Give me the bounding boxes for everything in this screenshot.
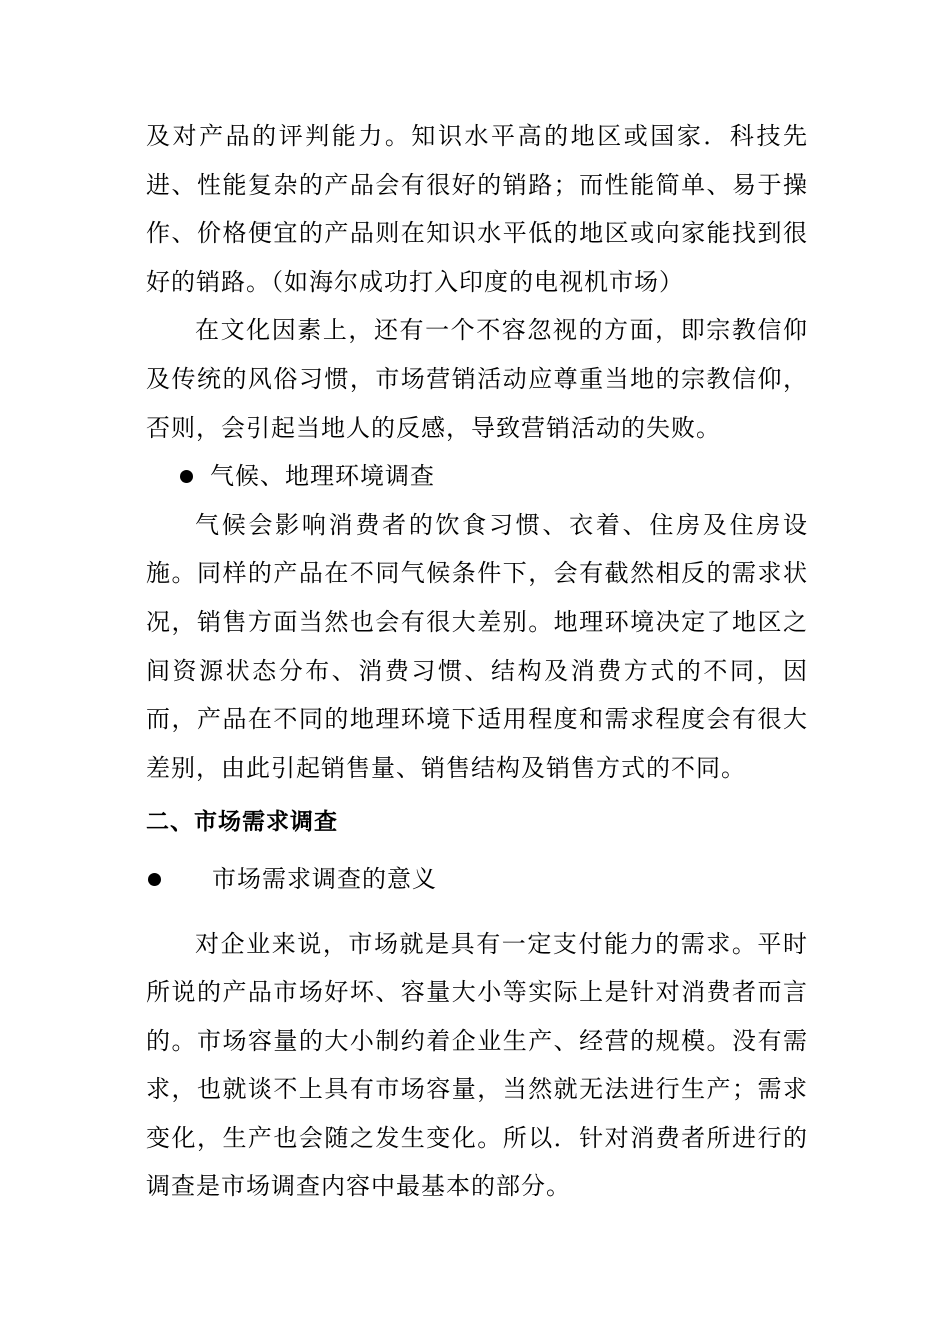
bullet-item-demand-significance <box>146 855 808 904</box>
bullet-dot-icon <box>148 873 161 886</box>
bullet-dot-icon <box>180 470 193 483</box>
bullet-item-climate-geography <box>146 452 808 501</box>
bullet-label: 气候、地理环境调查 <box>210 462 435 491</box>
section-heading-market-demand: 二、市场需求调查 <box>146 809 338 836</box>
document-page <box>146 112 808 1211</box>
paragraph-knowledge-level: 及对产品的评判能力。知识水平高的地区或国家．科技先进、性能复杂的产品会有很好的销路；而性能简单、易于操作、价格便宜的产品则在知识水平低的地区或向家能找到很好的销路。（如海尔成功打入印度的电视机市场） <box>146 122 808 296</box>
bullet-label: 市场需求调查的意义 <box>212 864 437 893</box>
paragraph-religion-customs: 在文化因素上，还有一个不容忽视的方面，即宗教信仰及传统的风俗习惯，市场营销活动应尊重当地的宗教信仰，否则，会引起当地人的反感，导致营销活动的失败。 <box>146 316 808 442</box>
paragraph-climate: 气候会影响消费者的饮食习惯、衣着、住房及住房设施。同样的产品在不同气候条件下，会有截然相反的需求状况，销售方面当然也会有很大差别。地理环境决定了地区之间资源状态分布、消费习惯、结构及消费方式的不同，因而，产品在不同的地理环境下适用程度和需求程度会有很大差别，由此引起销售量、销售结构及销售方式的不同。 <box>146 510 808 782</box>
paragraph-market-demand: 对企业来说，市场就是具有一定支付能力的需求。平时所说的产品市场好坏、容量大小等实际上是针对消费者而言的。市场容量的大小制约着企业生产、经营的规模。没有需求，也就谈不上具有市场容量，当然就无法进行生产；需求变化，生产也会随之发生变化。所以．针对消费者所进行的调查是市场调查内容中最基本的部分。 <box>146 929 808 1201</box>
